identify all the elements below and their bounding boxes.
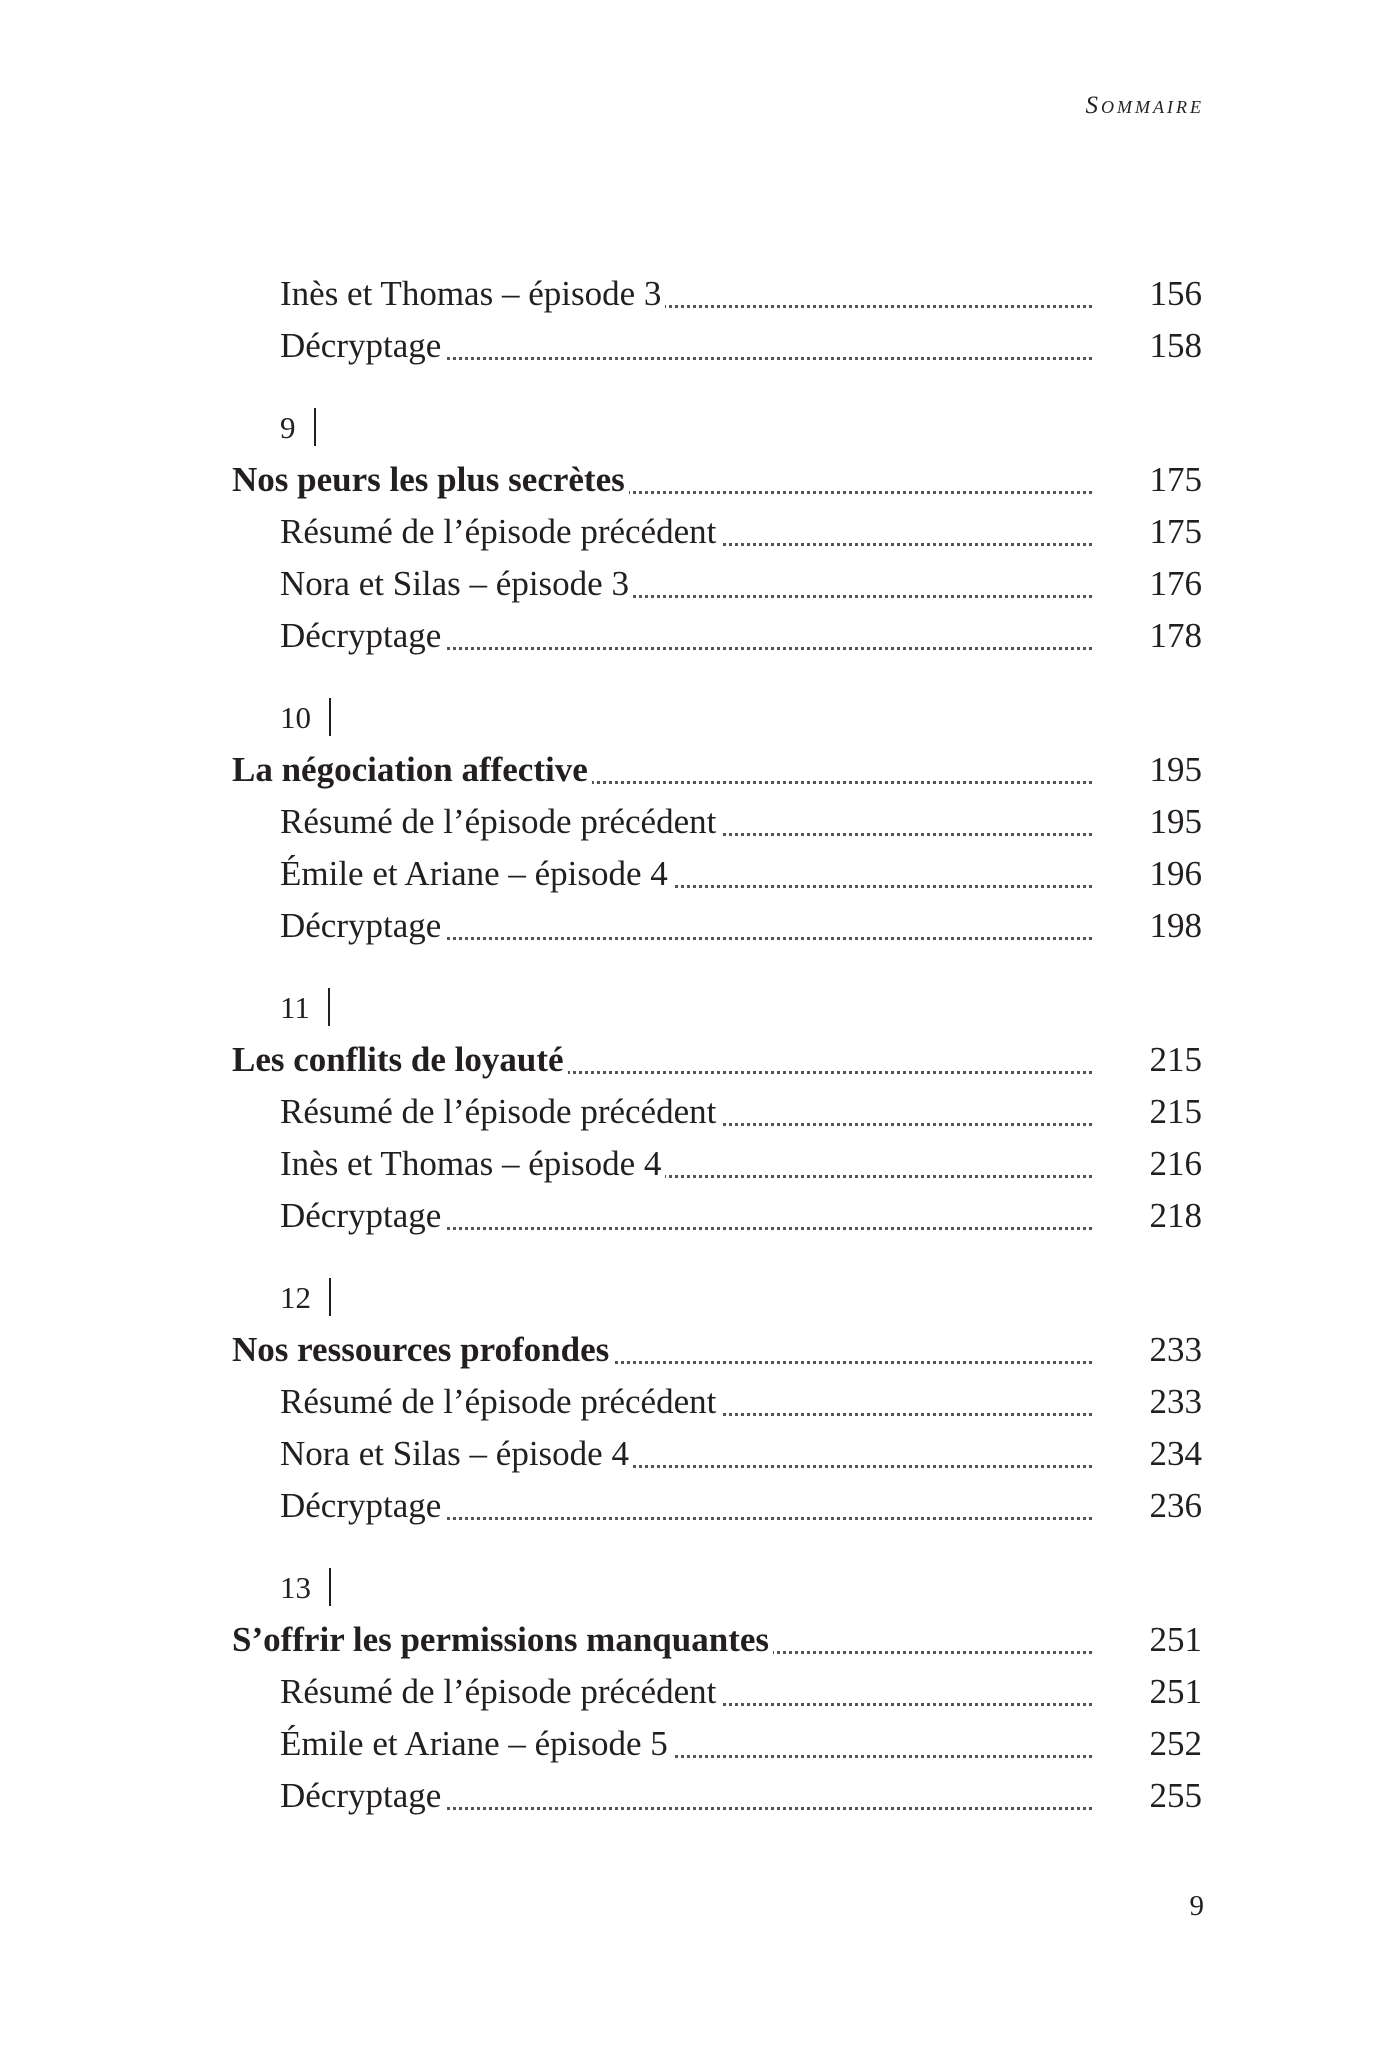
toc-chapter-entry[interactable]: [232, 1034, 1202, 1086]
chapter-title: La négociation affective: [232, 744, 592, 796]
toc-entry[interactable]: [232, 900, 1202, 952]
entry-page-number: 195: [1149, 802, 1202, 841]
chapter-title: S’offrir les permissions manquantes: [232, 1614, 773, 1666]
entry-title: Décryptage: [280, 900, 445, 952]
entry-title: Décryptage: [280, 1770, 445, 1822]
chapter-title: Les conflits de loyauté: [232, 1034, 568, 1086]
entry-page-number: 234: [1149, 1434, 1202, 1473]
chapter-divider-bar: [328, 988, 330, 1026]
toc-entry[interactable]: [232, 1480, 1202, 1532]
toc-entry[interactable]: [232, 1770, 1202, 1822]
chapter-title: Nos ressources profondes: [232, 1324, 613, 1376]
entry-title: Résumé de l’épisode précédent: [280, 506, 720, 558]
chapter-number-label: 11: [280, 990, 310, 1025]
entry-page-number: 178: [1149, 616, 1202, 655]
entry-title: Résumé de l’épisode précédent: [280, 1376, 720, 1428]
chapter-number-label: 9: [280, 410, 296, 445]
entry-page-number: 176: [1149, 564, 1202, 603]
toc-entry[interactable]: [232, 1428, 1202, 1480]
entry-title: Décryptage: [280, 1190, 445, 1242]
chapter-title: Nos peurs les plus secrètes: [232, 454, 629, 506]
toc-entry[interactable]: [232, 1138, 1202, 1190]
entry-page-number: 233: [1149, 1382, 1202, 1421]
entry-page-number: 251: [1149, 1672, 1202, 1711]
toc-entry[interactable]: [232, 1190, 1202, 1242]
toc-entry[interactable]: [232, 506, 1202, 558]
entry-page-number: 175: [1149, 460, 1202, 499]
table-of-contents: [232, 268, 1202, 1822]
entry-page-number: 198: [1149, 906, 1202, 945]
entry-page-number: 215: [1149, 1040, 1202, 1079]
toc-entry[interactable]: [232, 320, 1202, 372]
entry-page-number: 236: [1149, 1486, 1202, 1525]
chapter-divider-bar: [329, 1278, 331, 1316]
chapter-number-label: 13: [280, 1570, 311, 1605]
page-number: 9: [1189, 1890, 1204, 1922]
toc-chapter-entry[interactable]: [232, 1614, 1202, 1666]
entry-title: Inès et Thomas – épisode 3: [280, 268, 665, 320]
entry-title: Inès et Thomas – épisode 4: [280, 1138, 665, 1190]
entry-title: Résumé de l’épisode précédent: [280, 796, 720, 848]
entry-page-number: 156: [1149, 274, 1202, 313]
entry-page-number: 251: [1149, 1620, 1202, 1659]
toc-entry[interactable]: [232, 268, 1202, 320]
toc-chapter-entry[interactable]: [232, 454, 1202, 506]
toc-entry[interactable]: [232, 796, 1202, 848]
toc-entry[interactable]: [232, 558, 1202, 610]
entry-title: Nora et Silas – épisode 4: [280, 1428, 633, 1480]
toc-entry[interactable]: [232, 1086, 1202, 1138]
toc-entry[interactable]: [232, 1666, 1202, 1718]
entry-title: Nora et Silas – épisode 3: [280, 558, 633, 610]
chapter-number: [232, 402, 1202, 454]
toc-chapter-entry[interactable]: [232, 1324, 1202, 1376]
toc-chapter-entry[interactable]: [232, 744, 1202, 796]
chapter-number: [232, 982, 1202, 1034]
entry-title: Décryptage: [280, 610, 445, 662]
running-head: Sommaire: [1085, 92, 1204, 119]
entry-page-number: 195: [1149, 750, 1202, 789]
entry-title: Émile et Ariane – épisode 4: [280, 848, 672, 900]
entry-title: Décryptage: [280, 320, 445, 372]
chapter-number-label: 12: [280, 1280, 311, 1315]
toc-entry[interactable]: [232, 1718, 1202, 1770]
entry-title: Résumé de l’épisode précédent: [280, 1086, 720, 1138]
entry-page-number: 252: [1149, 1724, 1202, 1763]
chapter-number: [232, 1272, 1202, 1324]
entry-page-number: 158: [1149, 326, 1202, 365]
entry-page-number: 216: [1149, 1144, 1202, 1183]
chapter-number-label: 10: [280, 700, 311, 735]
chapter-number: [232, 1562, 1202, 1614]
entry-page-number: 255: [1149, 1776, 1202, 1815]
entry-title: Résumé de l’épisode précédent: [280, 1666, 720, 1718]
entry-page-number: 196: [1149, 854, 1202, 893]
entry-title: Émile et Ariane – épisode 5: [280, 1718, 672, 1770]
entry-page-number: 175: [1149, 512, 1202, 551]
toc-entry[interactable]: [232, 610, 1202, 662]
entry-title: Décryptage: [280, 1480, 445, 1532]
chapter-divider-bar: [329, 1568, 331, 1606]
chapter-divider-bar: [329, 698, 331, 736]
entry-page-number: 233: [1149, 1330, 1202, 1369]
toc-entry[interactable]: [232, 1376, 1202, 1428]
chapter-number: [232, 692, 1202, 744]
entry-page-number: 218: [1149, 1196, 1202, 1235]
entry-page-number: 215: [1149, 1092, 1202, 1131]
chapter-divider-bar: [314, 408, 316, 446]
toc-entry[interactable]: [232, 848, 1202, 900]
